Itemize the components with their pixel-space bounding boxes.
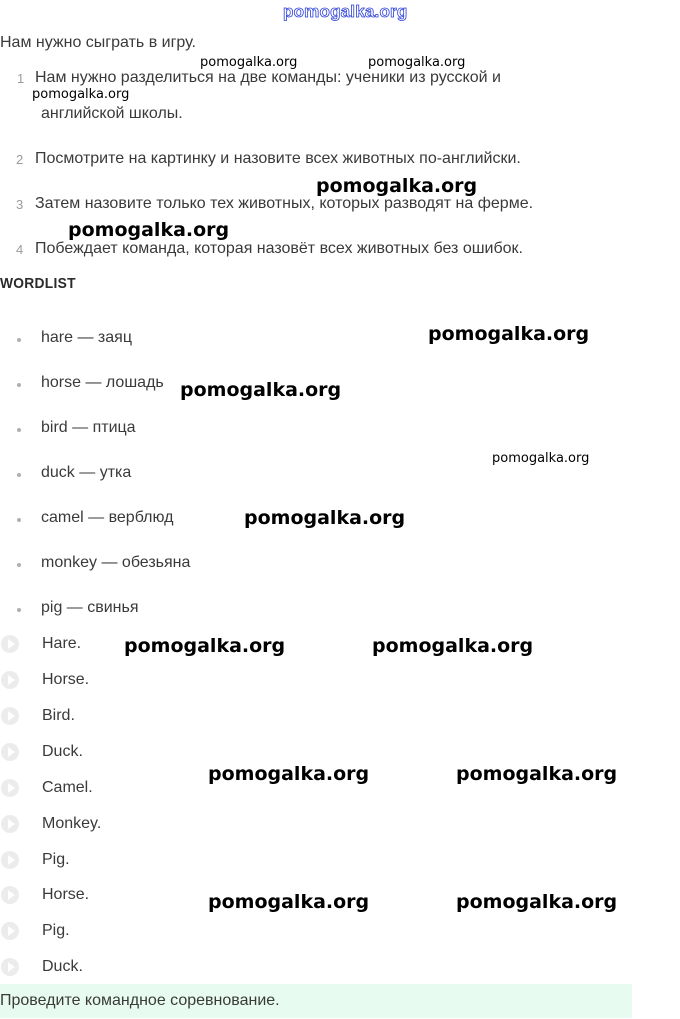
play-audio-icon[interactable] xyxy=(1,671,19,689)
audio-phrase: Horse. xyxy=(42,886,90,903)
play-audio-icon[interactable] xyxy=(1,851,19,869)
bullet-icon xyxy=(17,518,21,522)
watermark: pomogalka.org xyxy=(32,87,130,102)
wordlist-item: monkey — обезьяна xyxy=(41,554,191,571)
play-audio-icon[interactable] xyxy=(1,779,19,797)
bullet-icon xyxy=(17,383,21,387)
bullet-icon xyxy=(17,608,21,612)
audio-phrase: Monkey. xyxy=(42,815,102,832)
wordlist-item: hare — заяц xyxy=(41,329,132,346)
watermark: pomogalka.org xyxy=(208,891,370,913)
watermark: pomogalka.org xyxy=(492,451,590,466)
wordlist-title: WORDLIST xyxy=(0,275,76,292)
site-logo[interactable]: pomogalka.org xyxy=(283,2,408,21)
wordlist-item: pig — свинья xyxy=(41,599,139,616)
watermark: pomogalka.org xyxy=(244,507,406,529)
bullet-icon xyxy=(17,473,21,477)
play-audio-icon[interactable] xyxy=(1,958,19,976)
play-audio-icon[interactable] xyxy=(1,635,19,653)
watermark: pomogalka.org xyxy=(68,219,230,241)
audio-phrase: Bird. xyxy=(42,707,75,724)
step-text-continued: английской школы. xyxy=(41,105,183,122)
audio-phrase: Hare. xyxy=(42,635,82,652)
audio-phrase: Duck. xyxy=(42,743,83,760)
bullet-icon xyxy=(17,563,21,567)
audio-phrase: Pig. xyxy=(42,922,70,939)
watermark: pomogalka.org xyxy=(372,635,534,657)
step-text: Посмотрите на картинку и назовите всех животных по-английски. xyxy=(35,150,521,167)
watermark: pomogalka.org xyxy=(316,175,478,197)
bullet-icon xyxy=(17,428,21,432)
audio-phrase: Horse. xyxy=(42,671,90,688)
step-number: 4 xyxy=(16,242,24,257)
wordlist-item: horse — лошадь xyxy=(41,374,164,391)
watermark: pomogalka.org xyxy=(208,763,370,785)
audio-phrase: Duck. xyxy=(42,958,83,975)
audio-phrase: Camel. xyxy=(42,779,93,796)
play-audio-icon[interactable] xyxy=(1,815,19,833)
watermark: pomogalka.org xyxy=(456,763,618,785)
play-audio-icon[interactable] xyxy=(1,707,19,725)
bullet-icon xyxy=(17,338,21,342)
step-number: 2 xyxy=(16,152,24,167)
watermark: pomogalka.org xyxy=(200,55,298,70)
intro-text: Нам нужно сыграть в игру. xyxy=(0,34,196,51)
wordlist-item: camel — верблюд xyxy=(41,509,174,526)
wordlist-item: duck — утка xyxy=(41,464,132,481)
step-number: 3 xyxy=(16,197,24,212)
watermark: pomogalka.org xyxy=(124,635,286,657)
task-text: Проведите командное соревнование. xyxy=(0,992,280,1009)
play-audio-icon[interactable] xyxy=(1,886,19,904)
step-text: Нам нужно разделиться на две команды: ученики из русской и xyxy=(35,69,501,86)
watermark: pomogalka.org xyxy=(368,55,466,70)
play-audio-icon[interactable] xyxy=(1,743,19,761)
step-text: Побеждает команда, которая назовёт всех животных без ошибок. xyxy=(35,240,523,257)
watermark: pomogalka.org xyxy=(180,379,342,401)
play-audio-icon[interactable] xyxy=(1,922,19,940)
wordlist-item: bird — птица xyxy=(41,419,136,436)
watermark: pomogalka.org xyxy=(456,891,618,913)
watermark: pomogalka.org xyxy=(428,323,590,345)
step-text: Затем назовите только тех животных, которых разводят на ферме. xyxy=(35,195,534,212)
task-banner xyxy=(0,984,632,1018)
step-number: 1 xyxy=(17,71,25,86)
audio-phrase: Pig. xyxy=(42,851,70,868)
